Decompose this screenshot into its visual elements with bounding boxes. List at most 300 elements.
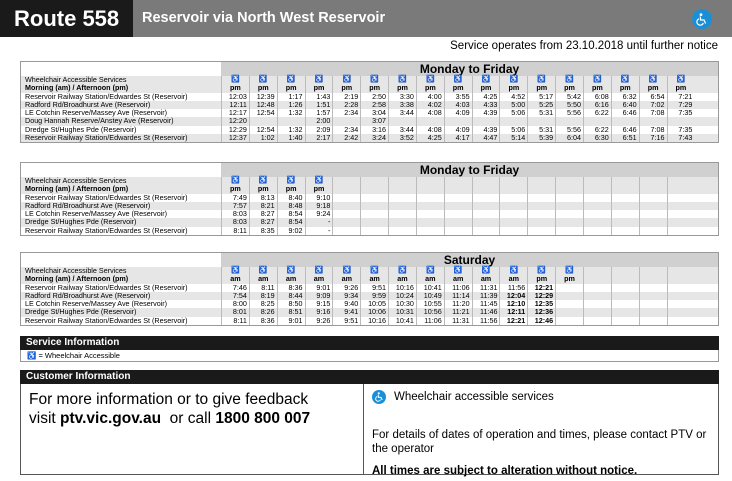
time-cell xyxy=(444,210,472,218)
time-cell xyxy=(527,227,555,235)
wheelchair-icon: ♿ xyxy=(221,267,249,275)
time-cell xyxy=(444,177,472,185)
time-cell xyxy=(332,218,360,226)
time-cell: 8:48 xyxy=(277,202,305,210)
time-cell xyxy=(583,300,611,308)
time-cell xyxy=(499,185,527,193)
time-cell xyxy=(360,185,388,193)
time-cell: 11:31 xyxy=(472,284,500,292)
time-cell: 11:31 xyxy=(444,317,472,325)
wheelchair-icon: ♿ xyxy=(221,177,249,185)
time-cell: 7:08 xyxy=(639,126,667,134)
time-cell: 7:16 xyxy=(639,134,667,142)
wheelchair-icon: ♿ xyxy=(360,267,388,275)
time-cell: pm xyxy=(667,84,695,92)
wheelchair-icon: ♿ xyxy=(332,267,360,275)
time-cell: pm xyxy=(305,84,333,92)
time-cell: 7:43 xyxy=(667,134,695,142)
time-cell: 8:11 xyxy=(221,317,249,325)
time-cell xyxy=(499,194,527,202)
time-cell: 10:16 xyxy=(388,284,416,292)
time-cell: 9:59 xyxy=(360,292,388,300)
row-label: LE Cotchin Reserve/Massey Ave (Reservoir) xyxy=(21,300,221,308)
time-cell: am xyxy=(444,275,472,283)
time-cell xyxy=(583,227,611,235)
row-label: Dredge St/Hughes Pde (Reservoir) xyxy=(21,218,221,226)
time-cell: 8:40 xyxy=(277,194,305,202)
time-cell: 3:38 xyxy=(388,101,416,109)
table-row xyxy=(21,275,718,283)
time-cell: 12:10 xyxy=(499,300,527,308)
time-cell xyxy=(667,218,695,226)
time-cell xyxy=(667,317,695,325)
time-cell xyxy=(499,177,527,185)
time-cell xyxy=(639,218,667,226)
time-cell xyxy=(667,202,695,210)
time-cell: am xyxy=(499,275,527,283)
wheelchair-icon: ♿ xyxy=(472,267,500,275)
time-cell xyxy=(555,284,583,292)
time-cell: 1:32 xyxy=(277,109,305,117)
time-cell xyxy=(527,210,555,218)
time-cell: pm xyxy=(249,185,277,193)
time-cell: am xyxy=(249,275,277,283)
time-cell: 1:43 xyxy=(305,93,333,101)
time-cell xyxy=(667,227,695,235)
stop-row xyxy=(21,93,718,101)
wheelchair-icon: ♿ xyxy=(555,267,583,275)
time-cell xyxy=(555,177,583,185)
row-label: Wheelchair Accessible Services xyxy=(21,177,221,185)
row-label: Morning (am) / Afternoon (pm) xyxy=(21,185,221,193)
time-cell xyxy=(388,194,416,202)
time-cell: 10:55 xyxy=(416,300,444,308)
time-cell: 10:24 xyxy=(388,292,416,300)
time-cell xyxy=(611,292,639,300)
time-cell xyxy=(499,227,527,235)
time-cell: pm xyxy=(472,84,500,92)
time-cell: pm xyxy=(583,84,611,92)
time-cell: 4:33 xyxy=(472,101,500,109)
time-cell: 4:02 xyxy=(416,101,444,109)
time-cell xyxy=(472,210,500,218)
time-cell: pm xyxy=(555,84,583,92)
time-cell: 2:19 xyxy=(332,93,360,101)
time-cell: 5:17 xyxy=(527,93,555,101)
time-cell: pm xyxy=(360,84,388,92)
time-cell: am xyxy=(472,275,500,283)
time-cell: pm xyxy=(527,275,555,283)
time-cell: 7:49 xyxy=(221,194,249,202)
service-info-header: Service Information xyxy=(20,336,719,350)
time-cell: 4:09 xyxy=(444,109,472,117)
time-cell xyxy=(499,210,527,218)
wheelchair-icon: ♿ xyxy=(277,76,305,84)
time-cell: 12:39 xyxy=(249,93,277,101)
time-cell xyxy=(388,210,416,218)
time-cell: 2:42 xyxy=(332,134,360,142)
time-cell: 4:52 xyxy=(499,93,527,101)
time-cell: 12:11 xyxy=(221,101,249,109)
time-cell: 8:54 xyxy=(277,218,305,226)
time-cell: 12:11 xyxy=(499,308,527,316)
wheelchair-legend xyxy=(20,350,719,362)
time-cell xyxy=(667,308,695,316)
time-cell: 5:25 xyxy=(527,101,555,109)
time-cell xyxy=(416,185,444,193)
time-cell: 4:25 xyxy=(472,93,500,101)
time-cell: pm xyxy=(388,84,416,92)
time-cell xyxy=(332,194,360,202)
customer-info-header: Customer Information xyxy=(20,370,719,384)
time-cell xyxy=(639,267,667,275)
wheelchair-icon: ♿ xyxy=(249,267,277,275)
time-cell: 6:54 xyxy=(639,93,667,101)
time-cell: 12:17 xyxy=(221,109,249,117)
time-cell xyxy=(611,177,639,185)
time-cell xyxy=(583,202,611,210)
timetable-weekday-2 xyxy=(20,162,719,236)
time-cell xyxy=(555,218,583,226)
time-cell: 6:22 xyxy=(583,109,611,117)
time-cell: 6:40 xyxy=(611,101,639,109)
time-cell: 12:21 xyxy=(499,317,527,325)
time-cell: 8:03 xyxy=(221,218,249,226)
timetable-saturday xyxy=(20,252,719,326)
time-cell: 12:54 xyxy=(249,109,277,117)
row-label: Dredge St/Hughes Pde (Reservoir) xyxy=(21,308,221,316)
time-cell: 5:31 xyxy=(527,126,555,134)
time-cell: pm xyxy=(277,185,305,193)
time-cell xyxy=(416,218,444,226)
time-cell: 6:46 xyxy=(611,109,639,117)
time-cell: 6:30 xyxy=(583,134,611,142)
time-cell: 1:17 xyxy=(277,93,305,101)
time-cell: 2:09 xyxy=(305,126,333,134)
contact-details: For details of dates of operation and times, please contact PTV or the operator xyxy=(372,429,707,455)
time-cell: 9:26 xyxy=(305,317,333,325)
time-cell: 8:27 xyxy=(249,218,277,226)
time-cell xyxy=(611,317,639,325)
time-cell xyxy=(583,267,611,275)
row-label: Radford Rd/Broadhurst Ave (Reservoir) xyxy=(21,202,221,210)
time-cell xyxy=(416,177,444,185)
time-cell xyxy=(583,177,611,185)
time-cell: 9:16 xyxy=(305,308,333,316)
row-label: LE Cotchin Reserve/Massey Ave (Reservoir) xyxy=(21,210,221,218)
time-cell: am xyxy=(416,275,444,283)
time-cell xyxy=(472,202,500,210)
time-cell xyxy=(444,227,472,235)
time-cell: 5:56 xyxy=(555,126,583,134)
time-cell xyxy=(332,185,360,193)
time-cell: 7:21 xyxy=(667,93,695,101)
time-cell: 3:04 xyxy=(360,109,388,117)
time-cell: 11:06 xyxy=(416,317,444,325)
time-cell xyxy=(667,177,695,185)
customer-info-box xyxy=(20,384,719,475)
row-cells xyxy=(221,134,718,142)
time-cell xyxy=(416,210,444,218)
time-cell xyxy=(527,185,555,193)
ptv-link[interactable]: ptv.vic.gov.au xyxy=(60,410,162,427)
row-label: Wheelchair Accessible Services xyxy=(21,76,221,84)
time-cell xyxy=(499,202,527,210)
wheelchair-icon: ♿ xyxy=(305,267,333,275)
wheelchair-icon: ♿ xyxy=(249,76,277,84)
time-cell: 8:19 xyxy=(249,292,277,300)
row-label: Reservoir Railway Station/Edwardes St (Reservoir) xyxy=(21,134,221,142)
row-label: Reservoir Railway Station/Edwardes St (Reservoir) xyxy=(21,194,221,202)
time-cell xyxy=(527,194,555,202)
time-cell xyxy=(583,292,611,300)
row-label: Reservoir Railway Station/Edwardes St (Reservoir) xyxy=(21,93,221,101)
time-cell xyxy=(499,218,527,226)
time-cell: 4:08 xyxy=(416,126,444,134)
time-cell: 12:54 xyxy=(249,126,277,134)
time-cell: 6:08 xyxy=(583,93,611,101)
time-cell xyxy=(527,177,555,185)
time-cell: pm xyxy=(555,275,583,283)
legend-text: = Wheelchair Accessible xyxy=(38,351,120,360)
time-cell xyxy=(639,194,667,202)
time-cell: 12:35 xyxy=(527,300,555,308)
time-cell: 4:39 xyxy=(472,126,500,134)
time-cell: am xyxy=(277,275,305,283)
time-cell xyxy=(472,177,500,185)
header-spacer xyxy=(21,253,221,267)
stop-row xyxy=(21,109,718,117)
timetable-day-header xyxy=(21,163,718,177)
time-cell xyxy=(667,300,695,308)
time-cell: 5:06 xyxy=(499,126,527,134)
wheelchair-icon: ♿ xyxy=(499,267,527,275)
time-cell: 7:02 xyxy=(639,101,667,109)
time-cell xyxy=(555,227,583,235)
wheelchair-icon: ♿ xyxy=(499,76,527,84)
time-cell xyxy=(416,194,444,202)
time-cell: - xyxy=(305,227,333,235)
day-label: Monday to Friday xyxy=(221,62,718,76)
time-cell xyxy=(472,227,500,235)
time-cell: pm xyxy=(305,185,333,193)
time-cell: 11:14 xyxy=(444,292,472,300)
stop-row xyxy=(21,210,718,218)
route-title: Reservoir via North West Reservoir xyxy=(142,10,386,26)
time-cell: 9:26 xyxy=(332,284,360,292)
time-cell xyxy=(444,194,472,202)
stop-row xyxy=(21,134,718,142)
time-cell: 2:28 xyxy=(332,101,360,109)
header-spacer xyxy=(21,62,221,76)
wheelchair-icon xyxy=(692,9,712,29)
time-cell: 11:39 xyxy=(472,292,500,300)
time-cell: 6:04 xyxy=(555,134,583,142)
stop-row xyxy=(21,227,718,235)
service-notice: Service operates from 23.10.2018 until further notice xyxy=(450,40,718,52)
wheelchair-icon: ♿ xyxy=(555,76,583,84)
time-cell xyxy=(611,194,639,202)
time-cell xyxy=(472,185,500,193)
wheelchair-icon: ♿ xyxy=(583,76,611,84)
time-cell xyxy=(416,227,444,235)
time-cell xyxy=(555,185,583,193)
time-cell: 11:06 xyxy=(444,284,472,292)
time-cell: 9:41 xyxy=(332,308,360,316)
time-cell xyxy=(555,317,583,325)
time-cell: 12:04 xyxy=(499,292,527,300)
wheelchair-icon: ♿ xyxy=(277,267,305,275)
time-cell xyxy=(555,292,583,300)
time-cell xyxy=(611,210,639,218)
time-cell: pm xyxy=(444,84,472,92)
row-label: Morning (am) / Afternoon (pm) xyxy=(21,84,221,92)
time-cell: am xyxy=(305,275,333,283)
wheelchair-icon: ♿ xyxy=(305,76,333,84)
time-cell xyxy=(639,308,667,316)
wheelchair-icon: ♿ xyxy=(305,177,333,185)
time-cell: 8:44 xyxy=(277,292,305,300)
time-cell: 2:50 xyxy=(360,93,388,101)
time-cell: 8:50 xyxy=(277,300,305,308)
time-cell xyxy=(667,292,695,300)
wheelchair-icon: ♿ xyxy=(416,267,444,275)
time-cell: 4:03 xyxy=(444,101,472,109)
time-cell xyxy=(667,267,695,275)
time-cell xyxy=(472,194,500,202)
row-label: Radford Rd/Broadhurst Ave (Reservoir) xyxy=(21,292,221,300)
time-cell: 8:27 xyxy=(249,210,277,218)
time-cell: 10:31 xyxy=(388,308,416,316)
route-header xyxy=(0,0,732,37)
time-cell: 5:14 xyxy=(499,134,527,142)
stop-row xyxy=(21,126,718,134)
time-cell: am xyxy=(360,275,388,283)
time-cell xyxy=(527,218,555,226)
stop-row xyxy=(21,317,718,325)
time-cell xyxy=(611,300,639,308)
time-cell xyxy=(611,275,639,283)
row-label: Doug Hannah Reserve/Anstey Ave (Reservoir) xyxy=(21,117,221,125)
wheelchair-icon: ♿ xyxy=(27,351,37,360)
time-cell: 12:37 xyxy=(221,134,249,142)
time-cell: 12:36 xyxy=(527,308,555,316)
time-cell xyxy=(583,317,611,325)
wheelchair-icon: ♿ xyxy=(221,76,249,84)
stop-row xyxy=(21,284,718,292)
time-cell: 4:09 xyxy=(444,126,472,134)
time-cell: 2:34 xyxy=(332,109,360,117)
row-label: Wheelchair Accessible Services xyxy=(21,267,221,275)
time-cell: am xyxy=(388,275,416,283)
time-cell: 9:01 xyxy=(305,284,333,292)
time-cell: 8:54 xyxy=(277,210,305,218)
time-cell: 9:09 xyxy=(305,292,333,300)
time-cell: 5:42 xyxy=(555,93,583,101)
stop-row xyxy=(21,218,718,226)
stop-row xyxy=(21,194,718,202)
time-cell xyxy=(444,185,472,193)
row-cells xyxy=(221,227,718,235)
time-cell: 3:07 xyxy=(360,117,388,125)
time-cell: 4:00 xyxy=(416,93,444,101)
time-cell xyxy=(639,300,667,308)
time-cell xyxy=(667,185,695,193)
time-cell xyxy=(611,308,639,316)
wheelchair-icon: ♿ xyxy=(472,76,500,84)
feedback-panel xyxy=(21,384,364,475)
time-cell: 10:41 xyxy=(388,317,416,325)
time-cell xyxy=(444,202,472,210)
time-cell xyxy=(388,202,416,210)
wheelchair-icon: ♿ xyxy=(444,76,472,84)
time-cell xyxy=(472,218,500,226)
time-cell xyxy=(360,227,388,235)
time-cell: pm xyxy=(221,185,249,193)
wheelchair-icon: ♿ xyxy=(416,76,444,84)
time-cell: 9:02 xyxy=(277,227,305,235)
wheelchair-icon: ♿ xyxy=(332,76,360,84)
time-cell xyxy=(555,202,583,210)
time-cell: 3:16 xyxy=(360,126,388,134)
time-cell: 8:35 xyxy=(249,227,277,235)
time-cell xyxy=(555,308,583,316)
time-cell: 4:25 xyxy=(416,134,444,142)
time-cell: 8:11 xyxy=(249,284,277,292)
time-cell xyxy=(332,202,360,210)
time-cell xyxy=(611,202,639,210)
contact-line: visit ptv.vic.gov.au or call 1800 800 007 xyxy=(29,410,311,427)
time-cell: 3:44 xyxy=(388,126,416,134)
time-cell: 10:49 xyxy=(416,292,444,300)
time-cell xyxy=(667,194,695,202)
time-cell: 7:46 xyxy=(221,284,249,292)
time-cell: 7:54 xyxy=(221,292,249,300)
time-cell: 6:16 xyxy=(583,101,611,109)
row-cells xyxy=(221,317,718,325)
wheelchair-icon: ♿ xyxy=(667,76,695,84)
time-cell: 3:30 xyxy=(388,93,416,101)
time-cell: 6:51 xyxy=(611,134,639,142)
time-cell: 12:29 xyxy=(221,126,249,134)
time-cell: 9:18 xyxy=(305,202,333,210)
time-cell: 7:57 xyxy=(221,202,249,210)
time-cell xyxy=(360,218,388,226)
time-cell: pm xyxy=(332,84,360,92)
time-cell: 9:40 xyxy=(332,300,360,308)
wheelchair-icon: ♿ xyxy=(527,76,555,84)
time-cell xyxy=(611,284,639,292)
time-cell: 10:16 xyxy=(360,317,388,325)
time-cell: 11:56 xyxy=(499,284,527,292)
time-cell xyxy=(611,227,639,235)
time-cell: 4:47 xyxy=(472,134,500,142)
row-label: Radford Rd/Broadhurst Ave (Reservoir) xyxy=(21,101,221,109)
time-cell: 10:56 xyxy=(416,308,444,316)
time-cell: 7:35 xyxy=(667,109,695,117)
stop-row xyxy=(21,101,718,109)
time-cell: 6:46 xyxy=(611,126,639,134)
time-cell: 11:21 xyxy=(444,308,472,316)
timetable-day-header xyxy=(21,62,718,76)
time-cell: 2:00 xyxy=(305,117,333,125)
time-cell: 7:08 xyxy=(639,109,667,117)
time-cell xyxy=(583,185,611,193)
time-cell xyxy=(639,185,667,193)
time-cell xyxy=(639,275,667,283)
time-cell: 12:20 xyxy=(221,117,249,125)
phone-number[interactable]: 1800 800 007 xyxy=(215,410,311,427)
